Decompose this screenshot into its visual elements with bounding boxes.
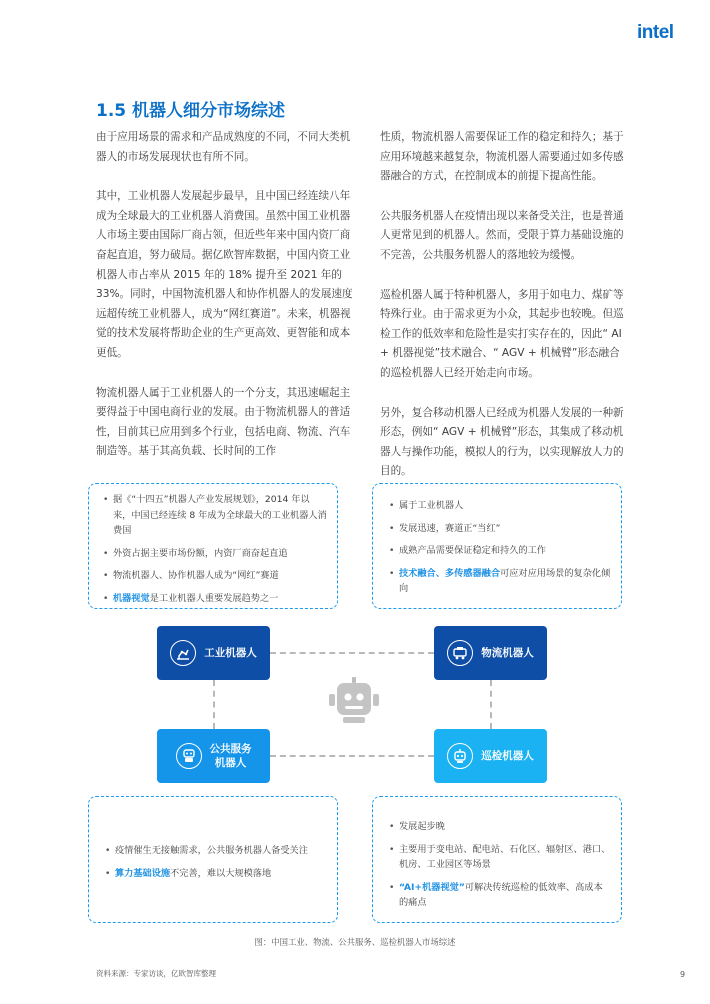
inspection-robot-icon <box>447 743 473 769</box>
paragraph: 性质，物流机器人需要保证工作的稳定和持久；基于应用环境越来越复杂，物流机器人需要通过如多传感器融合的方式，在控制成本的前提下提高性能。 <box>380 131 624 183</box>
robot-icon <box>327 677 381 725</box>
source-note: 资料来源：专家访谈，亿欧智库整理 <box>96 969 216 978</box>
paragraph: 巡检机器人属于特种机器人，多用于如电力、煤矿等特殊行业。由于需求更为小众，其起步也较晚。但巡检工作的低效率和危险性是实打实存在的，因此“ AI + 机器视觉”技术融合、“ AGV + 机械臂”形态融合的巡检机器人已经开始走向市场。 <box>380 288 624 379</box>
bullet-item <box>389 566 611 597</box>
intel-logo: intel <box>637 22 674 43</box>
node-label-line: 机器人 <box>214 757 247 769</box>
paragraph: 公共服务机器人在疫情出现以来备受关注，也是普通人更常见到的机器人。然而，受限于算力基础设施的不完善，公共服务机器人的落地较为缓慢。 <box>380 209 624 261</box>
robot-arm-icon <box>170 640 196 666</box>
industrial-info-box <box>88 483 338 609</box>
highlight-text: 技术融合、多传感器融合 <box>399 567 501 579</box>
node-label-line: 公共服务 <box>209 743 252 755</box>
connector-line <box>270 652 434 654</box>
bullet-item: • 发展起步晚 <box>389 819 611 835</box>
bullet-item: • 疫情催生无接触需求，公共服务机器人备受关注 <box>105 843 327 859</box>
logistics-robot-node <box>434 626 547 680</box>
public-service-robot-node <box>157 729 270 783</box>
bullet-text: 可应对应用场景的复杂化倾向 <box>399 567 611 594</box>
paragraph: 由于应用场景的需求和产品成熟度的不同，不同大类机器人的市场发展现状也有所不同。 <box>96 131 351 163</box>
paragraph: 另外，复合移动机器人已经成为机器人发展的一种新形态，例如“ AGV + 机械臂”形态，其集成了移动机器人与操作功能，模拟人的行为，以实现解放人力的目的。 <box>380 406 624 478</box>
service-robot-icon <box>176 743 202 769</box>
bullet-item: • 物流机器人、协作机器人成为“网红”赛道 <box>103 568 327 584</box>
public-service-info-box <box>88 796 338 923</box>
bullet-item: • 主要用于变电站、配电站、石化区、辐射区、港口、机房、工业园区等场景 <box>389 842 611 873</box>
bullet-item <box>389 880 611 911</box>
section-title: 1.5 机器人细分市场综述 <box>96 101 286 121</box>
connector-line <box>490 680 492 729</box>
node-label: 工业机器人 <box>204 647 257 659</box>
highlight-text: 算力基础设施 <box>115 867 171 879</box>
agv-vehicle-icon <box>447 640 473 666</box>
bullet-item: • 成熟产品需要保证稳定和持久的工作 <box>389 543 611 559</box>
bullet-item: • 发展迅速，赛道正“当红” <box>389 521 611 537</box>
node-label: 巡检机器人 <box>481 750 534 762</box>
inspection-robot-node <box>434 729 547 783</box>
highlight-text: “AI+机器视觉” <box>399 881 465 893</box>
highlight-text: 机器视觉 <box>113 592 150 604</box>
industrial-robot-node <box>157 626 270 680</box>
logistics-info-box <box>372 483 622 609</box>
paragraph: 物流机器人属于工业机器人的一个分支，其迅速崛起主要得益于中国电商行业的发展。由于物流机器人的普适性，目前其已应用到多个行业，包括电商、物流、汽车制造等。基于其高负载、长时间的工作 <box>96 386 351 458</box>
bullet-item: • 外资占据主要市场份额，内资厂商奋起直追 <box>103 546 327 562</box>
page-number: 9 <box>680 970 686 979</box>
node-label: 物流机器人 <box>481 647 534 659</box>
bullet-item <box>105 866 327 882</box>
left-column <box>96 128 358 482</box>
figure-caption: 图：中国工业、物流、公共服务、巡检机器人市场综述 <box>254 937 456 947</box>
bullet-item: • 据《“十四五”机器人产业发展规划》，2014 年以来，中国已经连续 8 年成为全球最大的工业机器人消费国 <box>103 492 327 539</box>
bullet-item <box>103 591 327 607</box>
bullet-item: • 属于工业机器人 <box>389 498 611 514</box>
bullet-text: 不完善，难以大规模落地 <box>170 867 272 879</box>
bullet-text: 可解决传统巡检的低效率、高成本的痛点 <box>399 881 603 908</box>
node-label <box>210 742 252 770</box>
right-column <box>380 128 630 502</box>
connector-line <box>213 680 215 729</box>
paragraph: 其中，工业机器人发展起步最早，且中国已经连续八年成为全球最大的工业机器人消费国。虽然中国工业机器人市场主要由国际厂商占领，但近些年来中国内资厂商奋起直追，努力破局。据亿欧智库数据，中国内资工业机器人市占率从 2015 年的 18% 提升至 2021 年的 33%。同时，中国物流机器人和协作机器人的发展速度远超传统工业机器人，成为“网红赛道”。未来，机器视觉的技术发展将帮助企业的生产更高效、更智能和成本更低。 <box>96 190 353 359</box>
bullet-text: 是工业机器人重要发展趋势之一 <box>149 592 279 604</box>
inspection-info-box <box>372 796 622 923</box>
connector-line <box>270 755 434 757</box>
